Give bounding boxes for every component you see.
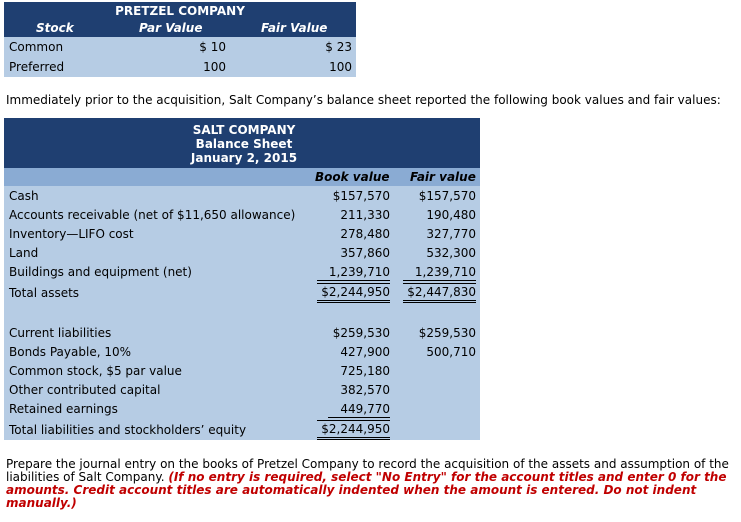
asset-label: Inventory—LIFO cost <box>9 227 134 241</box>
liability-fair: 500,710 <box>426 345 476 359</box>
asset-fair: 1,239,710 <box>403 264 476 281</box>
pretzel-row-fair: $ 23 <box>325 40 352 54</box>
liability-fair: $259,530 <box>418 326 476 340</box>
col-fair-value: Fair value <box>410 170 476 184</box>
asset-fair: 532,300 <box>426 246 476 260</box>
intro-text: Immediately prior to the acquisition, Salt Company’s balance sheet reported the following book values and fair values: <box>6 93 721 107</box>
salt-date: January 2, 2015 <box>190 151 298 165</box>
asset-book: $157,570 <box>332 189 390 203</box>
asset-row <box>4 224 480 243</box>
liability-label: Other contributed capital <box>9 383 161 397</box>
salt-title: SALT COMPANY <box>192 123 296 137</box>
salt-title-block <box>4 118 480 168</box>
liability-book: $259,530 <box>332 326 390 340</box>
asset-book: 211,330 <box>340 208 390 222</box>
asset-label: Land <box>9 246 39 260</box>
asset-fair: $157,570 <box>418 189 476 203</box>
instructions-note: (If no entry is required, select "No Entry" for the account titles and enter 0 for the amounts. Credit account titles are automatically indented when the amount is entered. Do not indent manually.) <box>6 470 727 510</box>
total-assets-book: $2,244,950 <box>317 283 390 303</box>
pretzel-row-par: $ 10 <box>199 40 226 54</box>
liability-row <box>4 380 480 399</box>
total-assets-fair: $2,447,830 <box>403 283 476 303</box>
pretzel-row <box>4 37 356 57</box>
pretzel-row-label: Common <box>9 40 64 54</box>
liability-row <box>4 361 480 380</box>
asset-label: Accounts receivable (net of $11,650 allowance) <box>9 208 296 222</box>
liability-label: Common stock, $5 par value <box>9 364 182 378</box>
instructions-text: Prepare the journal entry on the books of Pretzel Company to record the acquisition of the assets and assumption of the liabilities of Salt Company. <box>6 457 729 484</box>
liability-row <box>4 323 480 342</box>
liability-book: 449,770 <box>328 401 390 418</box>
pretzel-header-par: Par Value <box>139 21 203 35</box>
asset-row <box>4 205 480 224</box>
liability-row <box>4 399 480 418</box>
liability-label: Retained earnings <box>9 402 118 416</box>
asset-row <box>4 186 480 205</box>
pretzel-header-stock: Stock <box>36 21 74 35</box>
liability-book: 725,180 <box>340 364 390 378</box>
liability-book: 382,570 <box>340 383 390 397</box>
pretzel-row-par: 100 <box>203 60 226 74</box>
salt-subtitle: Balance Sheet <box>195 137 293 151</box>
pretzel-title: PRETZEL COMPANY <box>4 2 356 20</box>
asset-book: 357,860 <box>340 246 390 260</box>
total-liabilities-row <box>4 419 480 440</box>
pretzel-header-fair: Fair Value <box>261 21 328 35</box>
asset-fair: 190,480 <box>426 208 476 222</box>
total-liabilities-label: Total liabilities and stockholders’ equity <box>9 423 247 437</box>
pretzel-row-label: Preferred <box>9 60 65 74</box>
liability-label: Bonds Payable, 10% <box>9 345 132 359</box>
asset-row <box>4 243 480 262</box>
instructions <box>6 458 734 510</box>
asset-book: 278,480 <box>340 227 390 241</box>
total-assets-label: Total assets <box>9 286 80 300</box>
asset-row <box>4 262 480 281</box>
salt-column-header-row <box>4 168 480 186</box>
pretzel-row-fair: 100 <box>329 60 352 74</box>
col-book-value: Book value <box>315 170 390 184</box>
asset-label: Cash <box>9 189 39 203</box>
asset-book: 1,239,710 <box>317 264 390 281</box>
liability-label: Current liabilities <box>9 326 112 340</box>
total-liabilities-book: $2,244,950 <box>317 420 390 440</box>
total-assets-row <box>4 282 480 304</box>
pretzel-header-row <box>4 20 356 37</box>
liability-row <box>4 342 480 361</box>
liability-book: 427,900 <box>340 345 390 359</box>
pretzel-row <box>4 57 356 77</box>
asset-fair: 327,770 <box>426 227 476 241</box>
asset-label: Buildings and equipment (net) <box>9 265 192 279</box>
